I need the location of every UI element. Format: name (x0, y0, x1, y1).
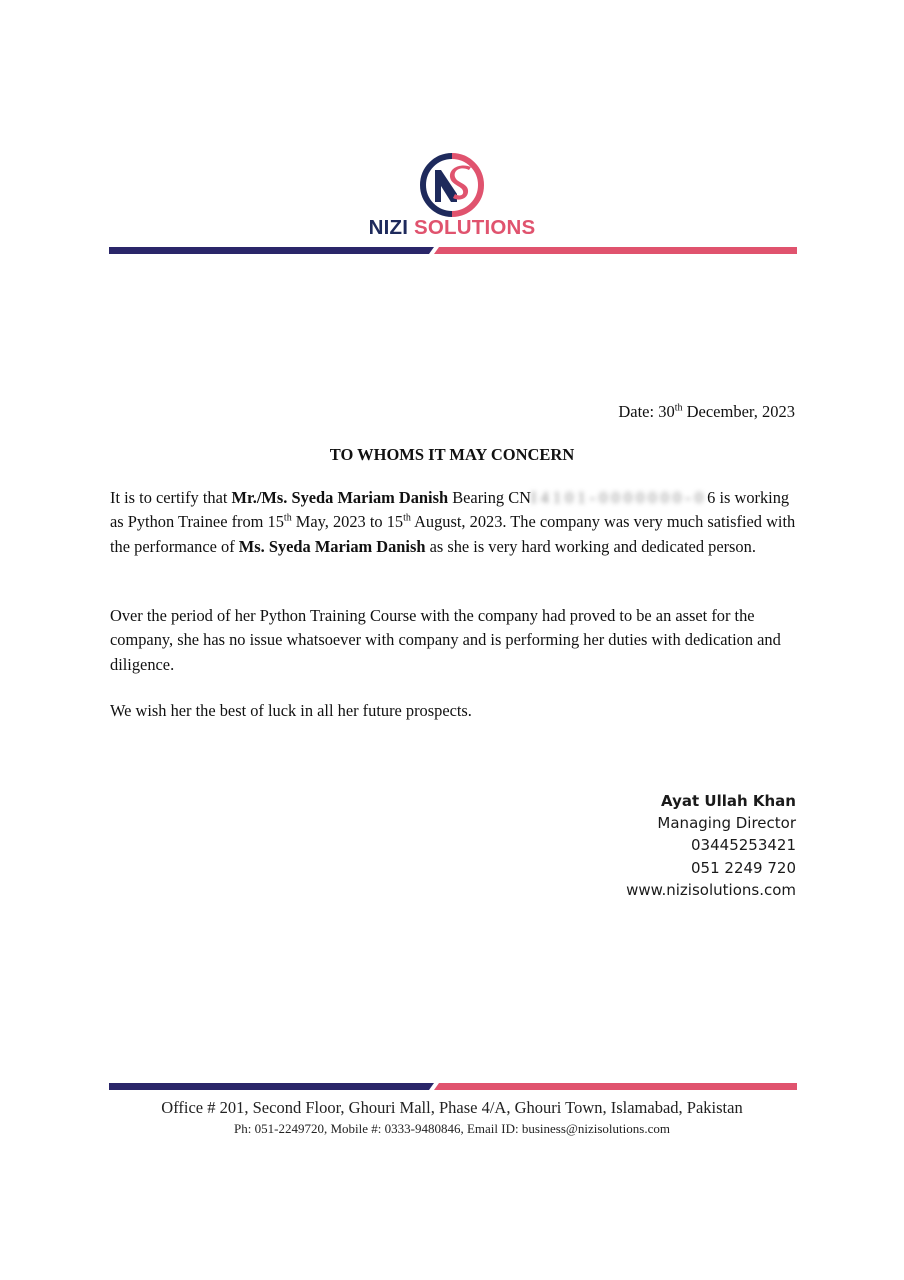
performance-paragraph: Over the period of her Python Training Course with the company had proved to be an asset for the company, she has no issue whatsoever with company and is performing her duties with dedication and diligence. (110, 606, 781, 674)
signatory-name: Ayat Ullah Khan (661, 792, 796, 810)
header-divider (109, 246, 797, 255)
footer-divider (109, 1082, 797, 1091)
company-name-part2: SOLUTIONS (414, 216, 536, 239)
trainee-name: Mr./Ms. Syeda Mariam Danish (231, 488, 449, 507)
company-name (340, 216, 564, 240)
redacted-cnic: I 4 1 0 1 - 0 0 0 0 0 0 0 - 0 (530, 488, 704, 507)
signatory-phone: 03445253421 (691, 836, 796, 855)
wishes-paragraph: We wish her the best of luck in all her future prospects. (110, 701, 472, 720)
footer-address: Office # 201, Second Floor, Ghouri Mall, Phase 4/A, Ghouri Town, Islamabad, Pakistan (161, 1098, 743, 1117)
certification-paragraph: It is to certify that Mr./Ms. Syeda Mariam Danish Bearing CNI 4 1 0 1 - 0 0 0 0 0 0 0 - 0 6 is working as Python Trainee from 15th May, 2023 to 15th August, 2023. The company was very much satisfied with the performance of Ms. Syeda Mariam Danish as she is very hard working and dedicated person. (110, 488, 796, 556)
letter-heading: TO WHOMS IT MAY CONCERN (329, 445, 575, 464)
signature-block (626, 790, 796, 901)
signatory-landline: 051 2249 720 (691, 858, 796, 877)
letter-date: Date: 30th December, 2023 (618, 402, 795, 421)
company-name-part1: NIZI (368, 216, 409, 239)
company-logo-icon (417, 152, 487, 218)
trainee-name: Ms. Syeda Mariam Danish (238, 536, 426, 556)
company-website: www.nizisolutions.com (626, 880, 796, 899)
footer-contact: Ph: 051-2249720, Mobile #: 0333-9480846, Email ID: business@nizisolutions.com (234, 1121, 670, 1136)
signatory-title: Managing Director (657, 814, 796, 833)
